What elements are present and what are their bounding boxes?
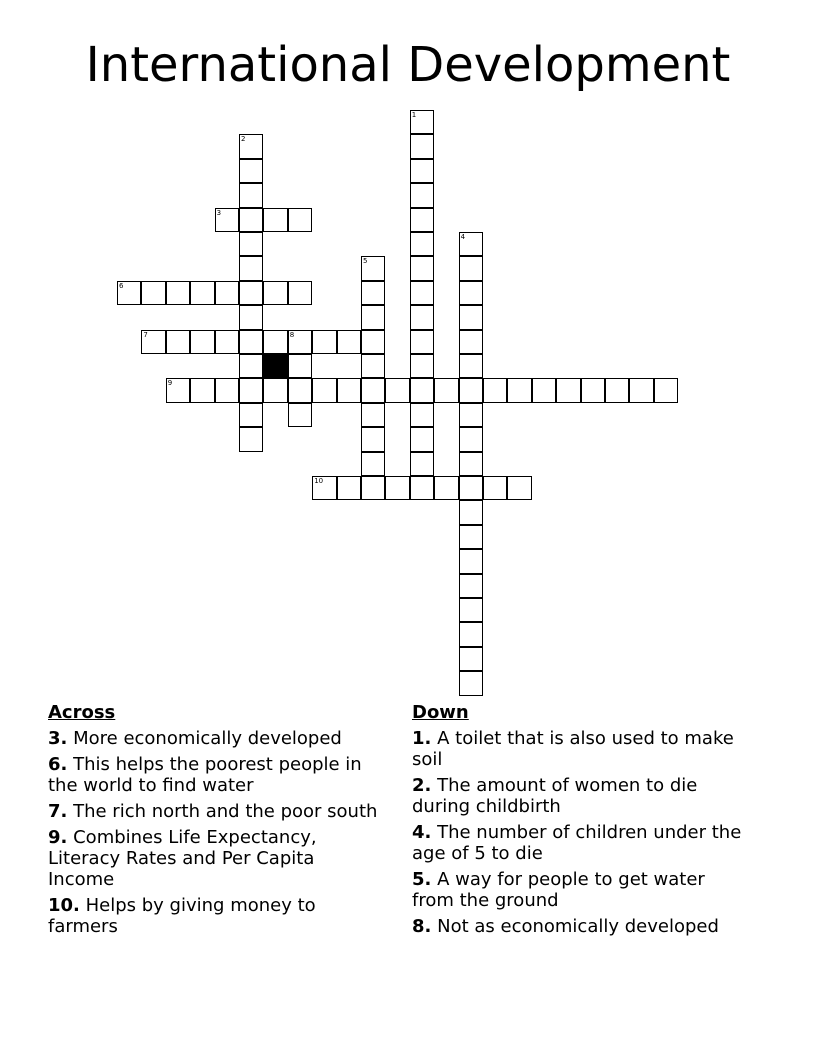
grid-cell[interactable]: [434, 378, 458, 402]
grid-cell[interactable]: [239, 378, 263, 402]
clue-number: 9.: [48, 827, 68, 848]
grid-cell[interactable]: [337, 476, 361, 500]
grid-cell[interactable]: [288, 208, 312, 232]
grid-cell[interactable]: [312, 330, 336, 354]
grid-cell[interactable]: [239, 183, 263, 207]
down-clue: [412, 916, 752, 937]
grid-cell[interactable]: [361, 305, 385, 329]
across-clue: [48, 895, 378, 937]
grid-cell[interactable]: [459, 476, 483, 500]
down-clue: [412, 869, 752, 911]
clue-text: More economically developed: [73, 728, 342, 749]
grid-cell[interactable]: [410, 256, 434, 280]
grid-cell[interactable]: [215, 330, 239, 354]
grid-cell[interactable]: [239, 159, 263, 183]
grid-cell[interactable]: [361, 330, 385, 354]
grid-cell[interactable]: [361, 281, 385, 305]
clue-text: A way for people to get water from the ground: [412, 869, 705, 911]
grid-cell[interactable]: [312, 378, 336, 402]
grid-cell[interactable]: [410, 354, 434, 378]
clue-number: 1: [411, 111, 417, 119]
puzzle-title: International Development: [85, 37, 731, 93]
grid-cell[interactable]: [239, 281, 263, 305]
grid-cell[interactable]: [459, 671, 483, 695]
grid-cell[interactable]: [166, 330, 190, 354]
grid-cell[interactable]: [459, 452, 483, 476]
clue-number: 7.: [48, 801, 68, 822]
grid-cell[interactable]: [385, 378, 409, 402]
grid-cell[interactable]: [288, 354, 312, 378]
grid-cell[interactable]: [288, 403, 312, 427]
clue-number: 3.: [48, 728, 68, 749]
down-clue-list: [412, 728, 752, 937]
grid-cell[interactable]: [410, 330, 434, 354]
grid-cell[interactable]: [410, 183, 434, 207]
grid-cell[interactable]: [556, 378, 580, 402]
grid-cell[interactable]: [337, 330, 361, 354]
grid-cell[interactable]: [337, 378, 361, 402]
grid-cell[interactable]: [459, 647, 483, 671]
across-clue: [48, 801, 378, 822]
clue-number: 8.: [412, 916, 432, 937]
grid-cell[interactable]: [459, 427, 483, 451]
grid-cell[interactable]: [459, 378, 483, 402]
grid-cell[interactable]: [239, 134, 263, 158]
clue-number: 3: [216, 208, 222, 217]
clue-text: Combines Life Expectancy, Literacy Rates and Per Capita Income: [48, 827, 317, 890]
grid-cell[interactable]: [410, 378, 434, 402]
across-clue: [48, 728, 378, 749]
clue-text: The rich north and the poor south: [73, 801, 378, 822]
grid-cell[interactable]: [263, 378, 287, 402]
across-clues: [48, 702, 378, 942]
grid-cell[interactable]: [459, 232, 483, 256]
grid-cell[interactable]: [190, 330, 214, 354]
grid-cell[interactable]: [410, 159, 434, 183]
black-cell: [263, 354, 287, 378]
grid-cell[interactable]: [410, 281, 434, 305]
clue-number: 7: [143, 330, 148, 339]
grid-cell[interactable]: [215, 208, 239, 232]
grid-cell[interactable]: [507, 378, 531, 402]
clue-number: 4: [460, 233, 466, 241]
grid-cell[interactable]: [459, 281, 483, 305]
grid-cell[interactable]: [141, 330, 165, 354]
grid-cell[interactable]: [459, 500, 483, 524]
grid-cell[interactable]: [459, 305, 483, 329]
clue-number: 10: [314, 477, 324, 485]
grid-cell[interactable]: [288, 281, 312, 305]
clue-number: 2: [241, 135, 246, 144]
across-clue: [48, 827, 378, 890]
grid-cell[interactable]: [141, 281, 165, 305]
grid-cell[interactable]: [263, 208, 287, 232]
grid-cell[interactable]: [239, 256, 263, 280]
clue-number: 2.: [412, 775, 432, 796]
clue-text: A toilet that is also used to make soil: [412, 728, 734, 770]
grid-cell[interactable]: [263, 330, 287, 354]
grid-cell[interactable]: [410, 427, 434, 451]
grid-cell[interactable]: [507, 476, 531, 500]
grid-cell[interactable]: [410, 305, 434, 329]
clue-text: The number of children under the age of 5 to die: [412, 822, 742, 864]
grid-cell[interactable]: [629, 378, 653, 402]
grid-cell[interactable]: [459, 549, 483, 573]
grid-cell[interactable]: [459, 330, 483, 354]
clue-number: 5.: [412, 869, 432, 890]
grid-cell[interactable]: [410, 208, 434, 232]
across-heading: Across: [48, 702, 116, 723]
grid-cell[interactable]: [385, 476, 409, 500]
grid-cell[interactable]: [288, 330, 312, 354]
grid-cell[interactable]: [190, 378, 214, 402]
clue-number: 6.: [48, 754, 68, 775]
clue-text: This helps the poorest people in the world to find water: [48, 754, 362, 796]
grid-cell[interactable]: [239, 232, 263, 256]
clue-number: 4.: [412, 822, 432, 843]
grid-cell[interactable]: [361, 452, 385, 476]
grid-cell[interactable]: [410, 403, 434, 427]
grid-cell[interactable]: [532, 378, 556, 402]
grid-cell[interactable]: [654, 378, 678, 402]
grid-cell[interactable]: [581, 378, 605, 402]
clue-number: 5: [363, 257, 368, 266]
clue-number: 10.: [48, 895, 80, 916]
grid-cell[interactable]: [459, 354, 483, 378]
down-clue: [412, 822, 752, 864]
grid-cell[interactable]: [215, 378, 239, 402]
grid-cell[interactable]: [239, 403, 263, 427]
clue-number: 6: [119, 281, 124, 290]
grid-cell[interactable]: [166, 378, 190, 402]
grid-cell[interactable]: [459, 574, 483, 598]
grid-cell[interactable]: [410, 232, 434, 256]
grid-cell[interactable]: [410, 110, 434, 134]
grid-cell[interactable]: [361, 378, 385, 402]
down-clue: [412, 728, 752, 770]
clue-text: Not as economically developed: [437, 916, 719, 937]
clue-number: 9: [167, 379, 173, 388]
grid-cell[interactable]: [239, 208, 263, 232]
across-clue-list: [48, 728, 378, 937]
grid-cell[interactable]: [459, 598, 483, 622]
down-clues: [412, 702, 752, 942]
grid-cell[interactable]: [459, 403, 483, 427]
grid-cell[interactable]: [459, 525, 483, 549]
grid-cell[interactable]: [361, 256, 385, 280]
clue-number: 8: [289, 330, 295, 339]
grid-cell[interactable]: [410, 452, 434, 476]
grid-cell[interactable]: [239, 354, 263, 378]
grid-cell[interactable]: [605, 378, 629, 402]
grid-cell[interactable]: [361, 476, 385, 500]
grid-cell[interactable]: [434, 476, 458, 500]
grid-cell[interactable]: [459, 256, 483, 280]
grid-cell[interactable]: [239, 427, 263, 451]
grid-cell[interactable]: [312, 476, 336, 500]
grid-cell[interactable]: [410, 476, 434, 500]
clue-text: Helps by giving money to farmers: [48, 895, 316, 937]
grid-cell[interactable]: [215, 281, 239, 305]
grid-cell[interactable]: [483, 378, 507, 402]
grid-cell[interactable]: [361, 403, 385, 427]
grid-cell[interactable]: [190, 281, 214, 305]
grid-cell[interactable]: [239, 305, 263, 329]
grid-cell[interactable]: [410, 134, 434, 158]
grid-cell[interactable]: [361, 354, 385, 378]
grid-cell[interactable]: [117, 281, 141, 305]
grid-cell[interactable]: [483, 476, 507, 500]
down-heading: Down: [412, 702, 469, 723]
grid-cell[interactable]: [361, 427, 385, 451]
down-clue: [412, 775, 752, 817]
grid-cell[interactable]: [459, 622, 483, 646]
grid-cell[interactable]: [166, 281, 190, 305]
grid-cell[interactable]: [288, 378, 312, 402]
grid-cell[interactable]: [239, 330, 263, 354]
grid-cell[interactable]: [263, 281, 287, 305]
across-clue: [48, 754, 378, 796]
clue-text: The amount of women to die during childbirth: [412, 775, 698, 817]
clue-number: 1.: [412, 728, 432, 749]
